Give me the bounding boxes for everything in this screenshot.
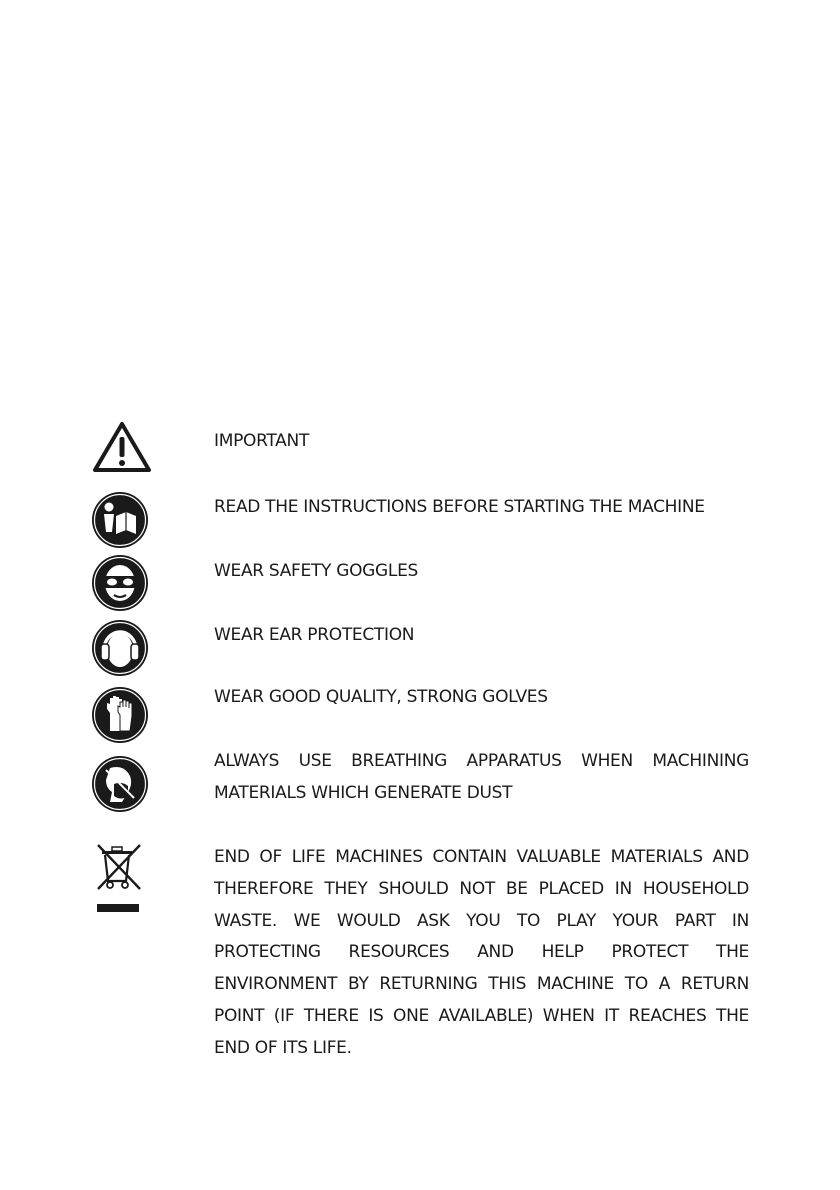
notice-text: WEAR EAR PROTECTION xyxy=(214,625,415,645)
crossed-bin-icon xyxy=(94,842,144,914)
read-manual-icon xyxy=(90,490,150,550)
notice-text: WEAR GOOD QUALITY, STRONG GOLVES xyxy=(214,687,548,707)
notice-text: END OF LIFE MACHINES CONTAIN VALUABLE MATERIALS AND THEREFORE THEY SHOULD NOT BE PLACED IN HOUSEHOLD WASTE. WE WOULD ASK YOU TO PLAY YOUR PART IN PROTECTING RESOURCES AND HELP PROTECT THE ENVIRONMENT BY RETURNING THIS MACHINE TO A RETURN POINT (IF THERE IS ONE AVAILABLE) WHEN IT REACHES THE END OF ITS LIFE. xyxy=(214,847,749,1058)
ear-protection-icon xyxy=(90,618,150,678)
notice-text: READ THE INSTRUCTIONS BEFORE STARTING THE MACHINE xyxy=(214,497,705,517)
safety-goggles-icon xyxy=(90,553,150,613)
notice-text: IMPORTANT xyxy=(214,431,309,451)
notice-text: ALWAYS USE BREATHING APPARATUS WHEN MACHINING MATERIALS WHICH GENERATE DUST xyxy=(214,751,749,803)
warning-triangle-icon xyxy=(92,420,152,480)
gloves-icon xyxy=(90,685,150,745)
notice-text: WEAR SAFETY GOGGLES xyxy=(214,561,419,581)
breathing-apparatus-icon xyxy=(90,754,150,814)
